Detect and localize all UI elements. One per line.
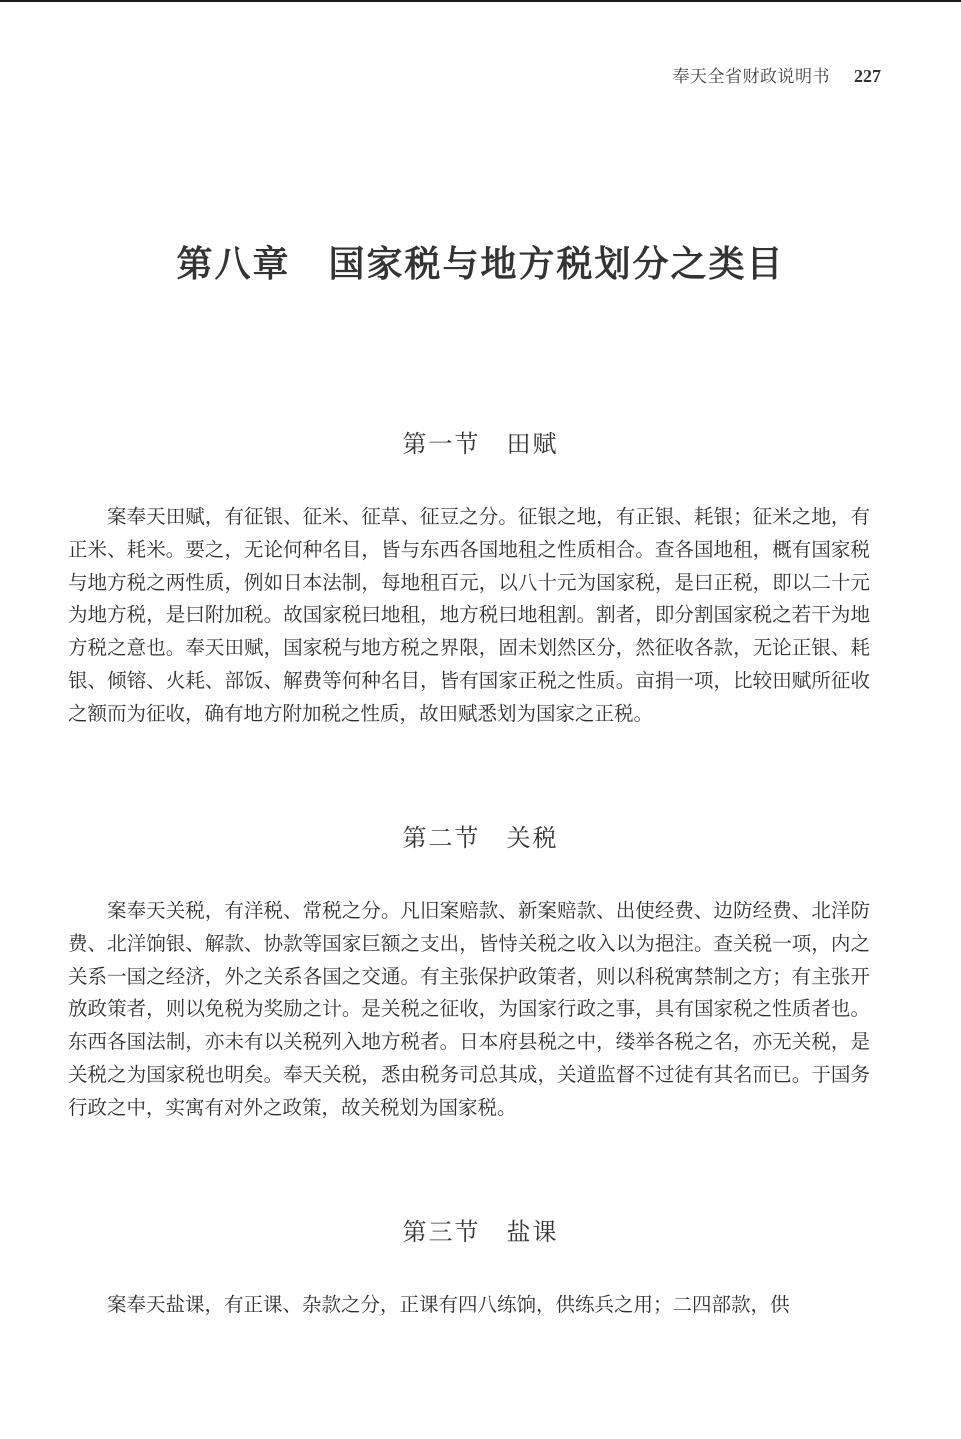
top-border-rule (0, 0, 961, 2)
running-header (673, 62, 882, 90)
page-number: 227 (854, 66, 881, 86)
chapter-title: 第八章 国家税与地方税划分之类目 (176, 244, 785, 285)
section-heading-guanshui: 第二节 关税 (402, 824, 559, 852)
book-title: 奉天全省财政说明书 (672, 67, 830, 87)
section-heading-yanke: 第三节 盐课 (402, 1218, 559, 1246)
section-body-guanshui: 案奉天关税，有洋税、常税之分。凡旧案赔款、新案赔款、出使经费、边防经费、北洋防费、北洋饷银、解款、协款等国家巨额之支出，皆恃关税之收入以为挹注。查关税一项，内之关系一国之经济，外之关系各国之交通。有主张保护政策者，则以科税寓禁制之方；有主张开放政策者，则以免税为奖励之计。是关税之征收，为国家行政之事，具有国家税之性质者也。东西各国法制，亦未有以关税列入地方税者。日本府县税之中，缕举各税之名，亦无关税，是关税之为国家税也明矣。奉天关税，悉由税务司总其成，关道监督不过徒有其名而已。于国务行政之中，实寓有对外之政策，故关税划为国家税。 (68, 899, 870, 1119)
section-body-tianfu: 案奉天田赋，有征银、征米、征草、征豆之分。征银之地，有正银、耗银；征米之地，有正米、耗米。要之，无论何种名目，皆与东西各国地租之性质相合。查各国地租，概有国家税与地方税之两性质，例如日本法制，每地租百元，以八十元为国家税，是曰正税，即以二十元为地方税，是曰附加税。故国家税曰地租，地方税曰地租割。割者，即分割国家税之若干为地方税之意也。奉天田赋，国家税与地方税之界限，固未划然区分，然征收各款，无论正银、耗银、倾镕、火耗、部饭、解费等何种名目，皆有国家正税之性质。亩捐一项，比较田赋所征收之额而为征收，确有地方附加税之性质，故田赋悉划为国家之正税。 (68, 505, 870, 725)
section-body-yanke: 案奉天盐课，有正课、杂款之分，正课有四八练饷，供练兵之用；二四部款，供 (107, 1293, 790, 1316)
section-heading-tianfu: 第一节 田赋 (402, 430, 559, 458)
